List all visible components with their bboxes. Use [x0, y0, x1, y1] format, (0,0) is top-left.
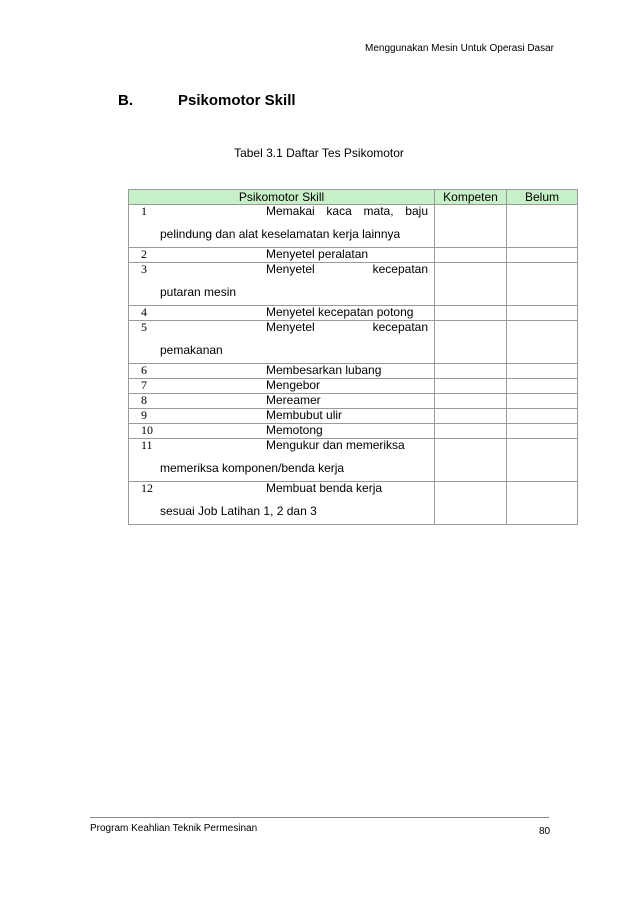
skill-cell: [129, 482, 435, 525]
belum-cell[interactable]: [507, 409, 578, 424]
table-row: [129, 379, 578, 394]
skill-text-line2: sesuai Job Latihan 1, 2 dan 3: [160, 504, 317, 518]
table-row: [129, 482, 578, 525]
skill-text-line2: pelindung dan alat keselamatan kerja lainnya: [160, 227, 401, 241]
row-number: 5: [141, 320, 147, 334]
table-row: [129, 263, 578, 306]
row-number: 3: [141, 262, 147, 276]
belum-cell[interactable]: [507, 205, 578, 248]
kompeten-cell[interactable]: [435, 394, 507, 409]
table-row: [129, 364, 578, 379]
row-number: 10: [141, 423, 153, 437]
table-row: [129, 394, 578, 409]
skill-cell: [129, 248, 435, 263]
belum-cell[interactable]: [507, 263, 578, 306]
skill-cell: [129, 321, 435, 364]
kompeten-cell[interactable]: [435, 306, 507, 321]
skill-cell: [129, 263, 435, 306]
kompeten-cell[interactable]: [435, 482, 507, 525]
row-number: 12: [141, 481, 153, 495]
skill-text-line1: Mereamer: [266, 393, 321, 407]
belum-cell[interactable]: [507, 364, 578, 379]
row-number: 2: [141, 247, 147, 261]
table-row: [129, 306, 578, 321]
skill-text-line1: Mengukur dan memeriksa: [266, 438, 405, 452]
table-row: [129, 409, 578, 424]
skill-text-line2: putaran mesin: [160, 285, 237, 299]
table-row: [129, 205, 578, 248]
running-header: Menggunakan Mesin Untuk Operasi Dasar: [365, 43, 554, 54]
belum-cell[interactable]: [507, 439, 578, 482]
belum-cell[interactable]: [507, 306, 578, 321]
skill-text-line1: Menyetel kecepatan: [266, 262, 428, 276]
column-header-skill: Psikomotor Skill: [129, 190, 435, 205]
table-row: [129, 424, 578, 439]
skill-text-line1: Menyetel kecepatan: [266, 320, 428, 334]
kompeten-cell[interactable]: [435, 424, 507, 439]
table-caption: Tabel 3.1 Daftar Tes Psikomotor: [234, 146, 404, 160]
kompeten-cell[interactable]: [435, 379, 507, 394]
skill-text-line1: Membubut ulir: [266, 408, 343, 422]
belum-cell[interactable]: [507, 379, 578, 394]
belum-cell[interactable]: [507, 482, 578, 525]
skill-text-line1: Mengebor: [266, 378, 321, 392]
skill-cell: [129, 394, 435, 409]
skill-cell: [129, 205, 435, 248]
kompeten-cell[interactable]: [435, 321, 507, 364]
skill-text-line1: Membuat benda kerja: [266, 481, 383, 495]
table-header-row: [129, 190, 578, 205]
section-title: Psikomotor Skill: [178, 92, 296, 109]
skill-cell: [129, 439, 435, 482]
row-number: 1: [141, 204, 147, 218]
table-row: [129, 248, 578, 263]
kompeten-cell[interactable]: [435, 409, 507, 424]
kompeten-cell[interactable]: [435, 364, 507, 379]
belum-cell[interactable]: [507, 321, 578, 364]
column-header-belum: Belum: [507, 190, 578, 205]
skill-cell: [129, 409, 435, 424]
skill-cell: [129, 364, 435, 379]
kompeten-cell[interactable]: [435, 205, 507, 248]
belum-cell[interactable]: [507, 424, 578, 439]
skill-cell: [129, 424, 435, 439]
row-number: 8: [141, 393, 147, 407]
footer-program: Program Keahlian Teknik Permesinan: [90, 823, 258, 834]
kompeten-cell[interactable]: [435, 439, 507, 482]
skill-cell: [129, 379, 435, 394]
belum-cell[interactable]: [507, 248, 578, 263]
row-number: 9: [141, 408, 147, 422]
skill-text-line1: Memakai kaca mata, baju: [266, 204, 428, 218]
belum-cell[interactable]: [507, 394, 578, 409]
section-number: B.: [118, 92, 133, 109]
page-number: 80: [539, 826, 551, 837]
row-number: 4: [141, 305, 147, 319]
row-number: 6: [141, 363, 147, 377]
skill-cell: [129, 306, 435, 321]
skill-text-line1: Memotong: [266, 423, 323, 437]
skill-text-line1: Menyetel peralatan: [266, 247, 369, 261]
table-row: [129, 439, 578, 482]
row-number: 11: [141, 438, 153, 452]
column-header-kompeten: Kompeten: [435, 190, 507, 205]
psikomotor-test-table: [128, 189, 578, 525]
table-row: [129, 321, 578, 364]
kompeten-cell[interactable]: [435, 263, 507, 306]
row-number: 7: [141, 378, 147, 392]
section-heading: [118, 92, 296, 109]
skill-text-line1: Membesarkan lubang: [266, 363, 382, 377]
kompeten-cell[interactable]: [435, 248, 507, 263]
skill-text-line1: Menyetel kecepatan potong: [266, 305, 414, 319]
skill-text-line2: memeriksa komponen/benda kerja: [160, 461, 345, 475]
footer-divider: [90, 817, 549, 818]
skill-text-line2: pemakanan: [160, 343, 223, 357]
